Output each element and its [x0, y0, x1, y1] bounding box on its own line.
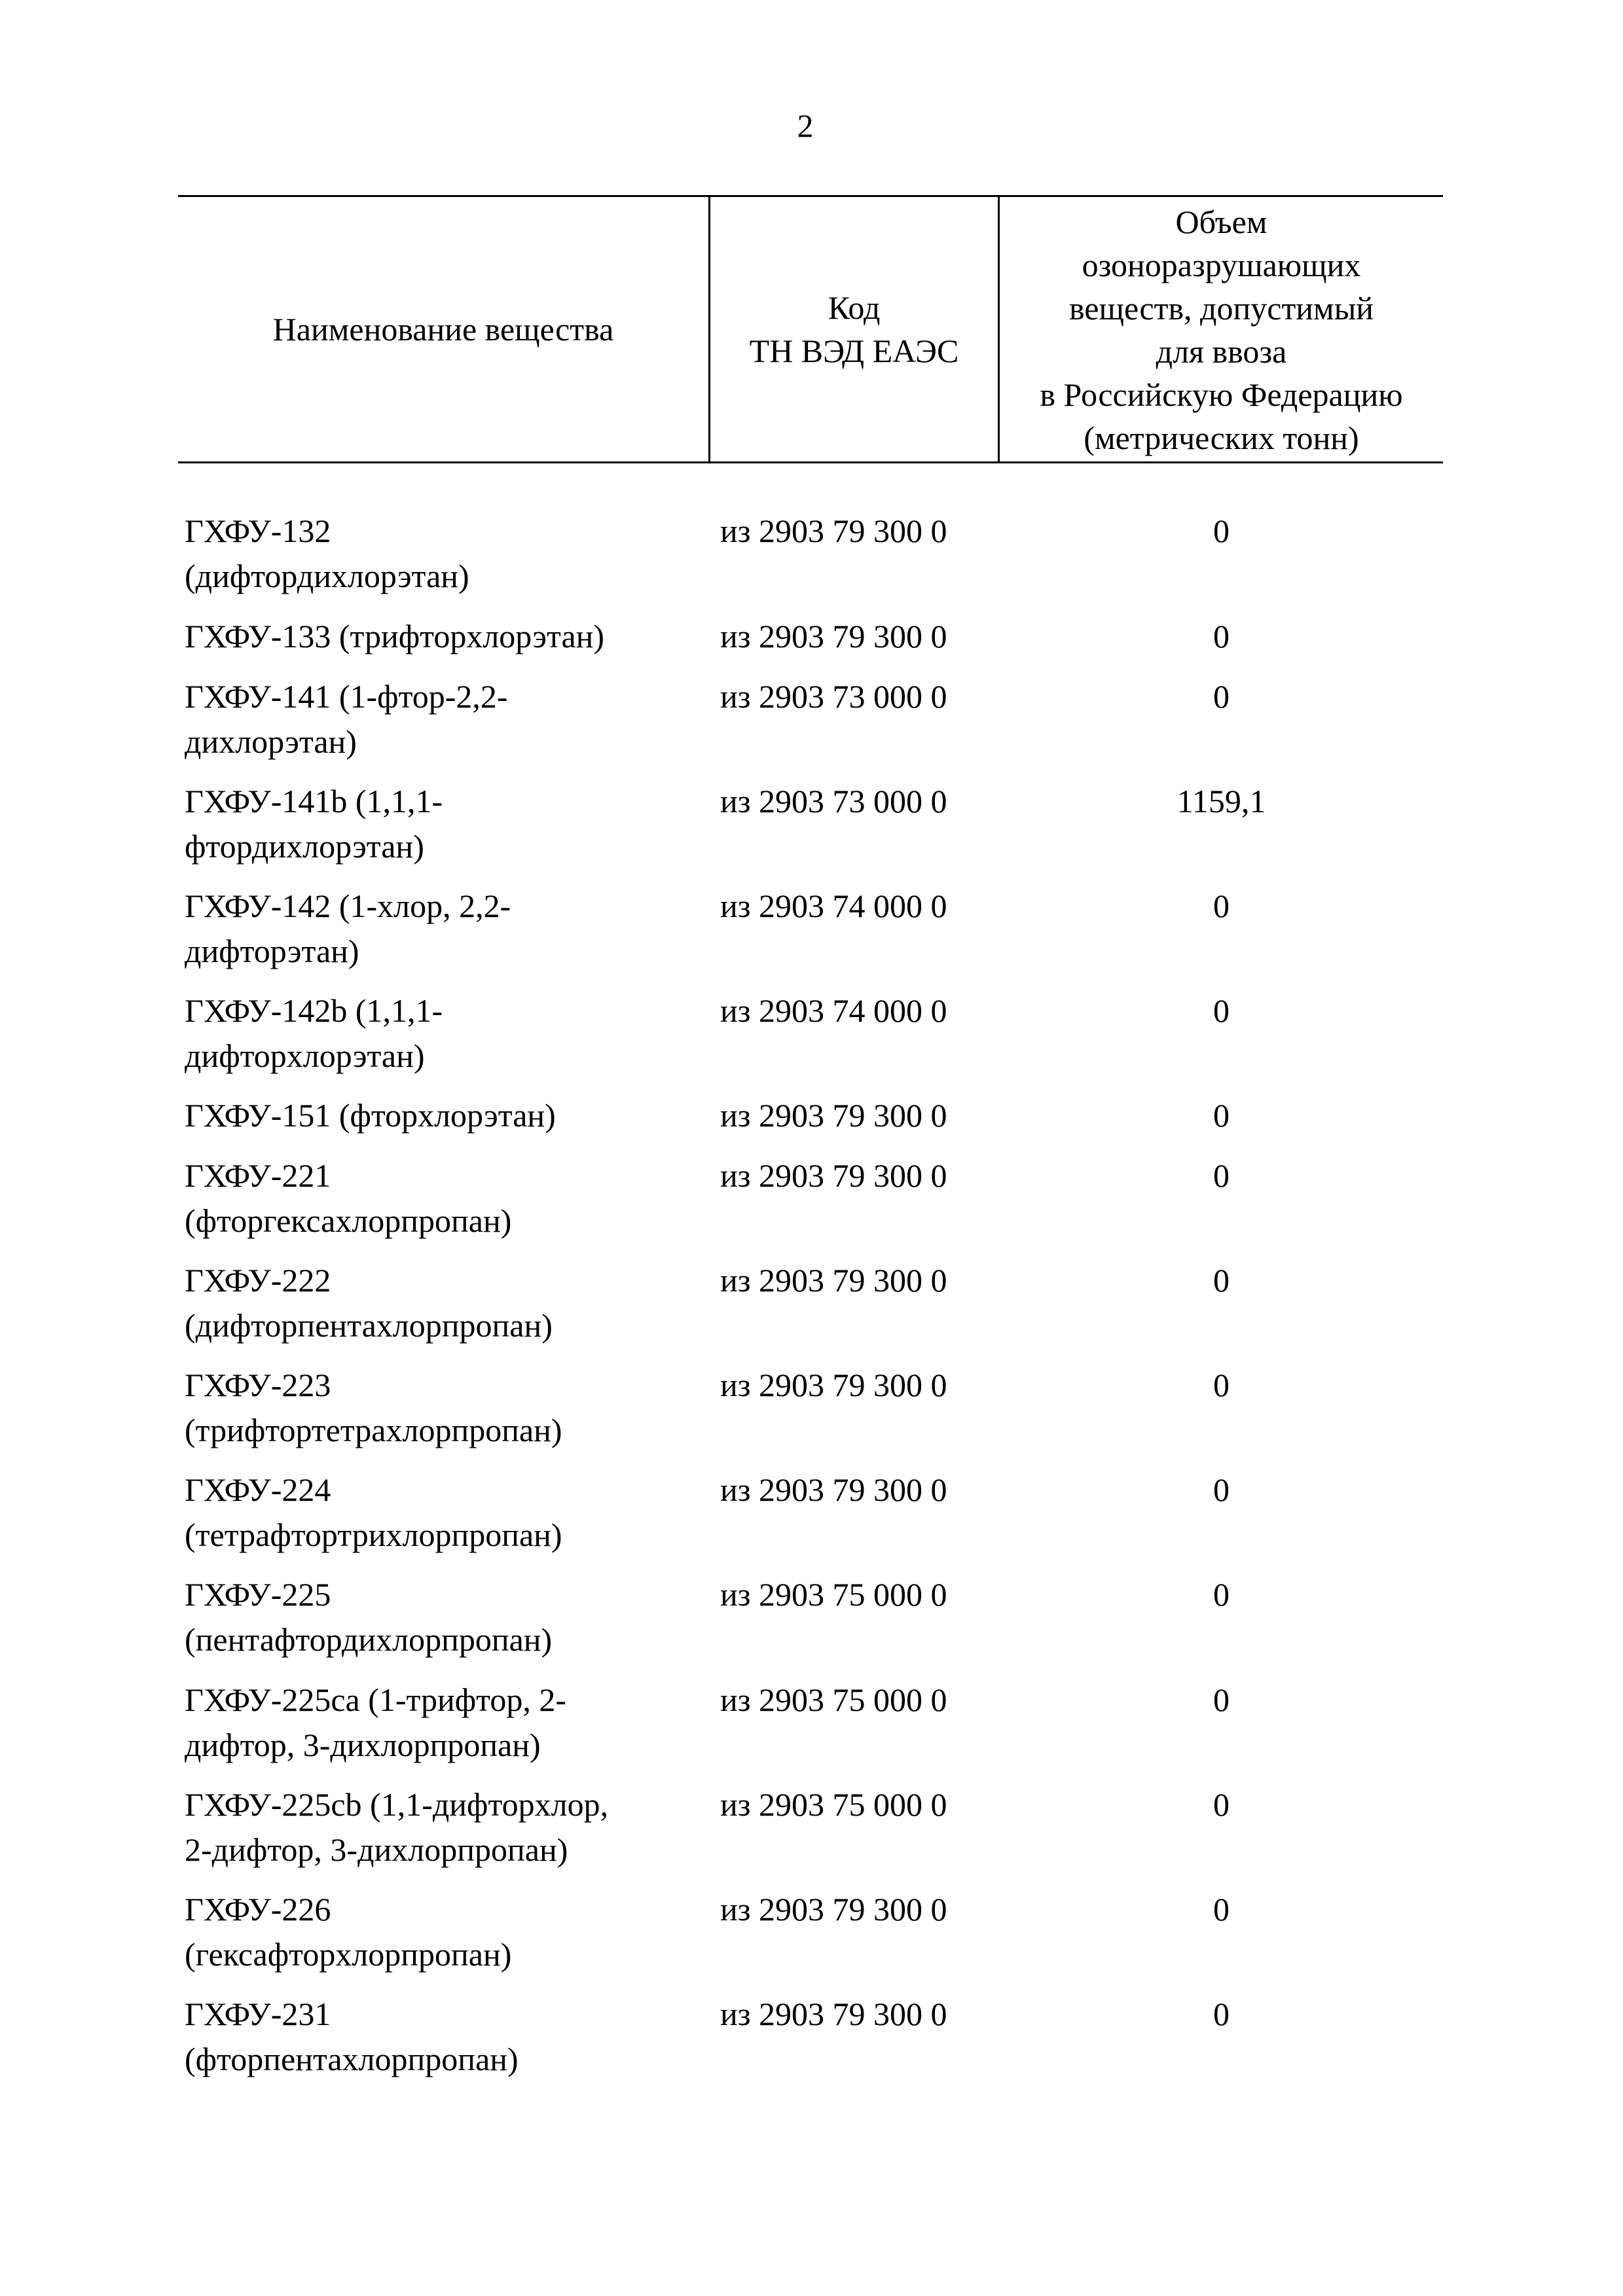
allowed-volume: 0: [1213, 1262, 1230, 1299]
tn-ved-code: из 2903 73 000 0: [720, 783, 947, 819]
tn-ved-code: из 2903 79 300 0: [720, 512, 947, 549]
allowed-volume: 0: [1213, 678, 1230, 715]
column-header-allowed-volume: [1000, 196, 1443, 461]
tn-ved-code: из 2903 79 300 0: [720, 1262, 947, 1299]
tn-ved-code: из 2903 73 000 0: [720, 678, 947, 715]
allowed-volume: 0: [1213, 1996, 1230, 2032]
column-header-substance-name: [178, 196, 708, 461]
substance-name: ГХФУ-222 (дифторпентахлорпропан): [185, 1262, 553, 1344]
allowed-volume: 0: [1213, 1786, 1230, 1823]
substance-name: ГХФУ-142b (1,1,1- дифторхлорэтан): [185, 992, 443, 1074]
allowed-volume: 0: [1213, 1367, 1230, 1403]
tn-ved-code: из 2903 79 300 0: [720, 1471, 947, 1508]
substance-name: ГХФУ-133 (трифторхлорэтан): [185, 618, 605, 655]
substance-name: ГХФУ-225ca (1-трифтор, 2- дифтор, 3-дихлорпропан): [185, 1681, 567, 1763]
allowed-volume: 0: [1213, 1681, 1230, 1718]
substance-name: ГХФУ-225cb (1,1-дифторхлор, 2-дифтор, 3-дихлорпропан): [185, 1786, 609, 1868]
substance-name: ГХФУ-141b (1,1,1- фтордихлорэтан): [185, 783, 443, 865]
substance-name: ГХФУ-225 (пентафтордихлорпропан): [185, 1576, 553, 1658]
substance-name: ГХФУ-231 (фторпентахлорпропан): [185, 1996, 519, 2077]
tn-ved-code: из 2903 75 000 0: [720, 1786, 947, 1823]
tn-ved-code: из 2903 79 300 0: [720, 618, 947, 655]
allowed-volume: 0: [1213, 1891, 1230, 1928]
substance-name: ГХФУ-224 (тетрафтортрихлорпропан): [185, 1471, 562, 1553]
tn-ved-code: из 2903 79 300 0: [720, 1891, 947, 1928]
column-header-allowed-volume-text: Объем озоноразрушающих веществ, допустимый для ввоза в Российскую Федерацию (метрических тонн): [1040, 203, 1403, 456]
allowed-volume: 0: [1213, 1097, 1230, 1134]
substance-name: ГХФУ-223 (трифтортетрахлорпропан): [185, 1367, 562, 1448]
header-bottom-rule: [178, 461, 1443, 463]
tn-ved-code: из 2903 74 000 0: [720, 888, 947, 924]
allowed-volume: 0: [1213, 618, 1230, 655]
page-number: 2: [797, 107, 814, 144]
column-header-substance-name-text: Наименование вещества: [272, 310, 614, 348]
tn-ved-code: из 2903 79 300 0: [720, 1367, 947, 1403]
tn-ved-code: из 2903 74 000 0: [720, 992, 947, 1029]
substance-name: ГХФУ-141 (1-фтор-2,2- дихлорэтан): [185, 678, 508, 760]
substance-name: ГХФУ-151 (фторхлорэтан): [185, 1097, 556, 1134]
substance-name: ГХФУ-226 (гексафторхлорпропан): [185, 1891, 512, 1973]
substance-name: ГХФУ-132 (дифтордихлорэтан): [185, 512, 469, 594]
tn-ved-code: из 2903 79 300 0: [720, 1996, 947, 2032]
column-header-tn-ved-code-text: Код ТН ВЭД ЕАЭС: [749, 289, 959, 369]
allowed-volume: 0: [1213, 1576, 1230, 1613]
tn-ved-code: из 2903 79 300 0: [720, 1157, 947, 1194]
allowed-volume: 0: [1213, 1471, 1230, 1508]
column-header-tn-ved-code: [710, 196, 998, 461]
substance-name: ГХФУ-142 (1-хлор, 2,2- дифторэтан): [185, 888, 511, 969]
allowed-volume: 0: [1213, 512, 1230, 549]
tn-ved-code: из 2903 75 000 0: [720, 1576, 947, 1613]
tn-ved-code: из 2903 79 300 0: [720, 1097, 947, 1134]
allowed-volume: 0: [1213, 992, 1230, 1029]
allowed-volume: 0: [1213, 1157, 1230, 1194]
allowed-volume: 1159,1: [1176, 783, 1266, 819]
substance-name: ГХФУ-221 (фторгексахлорпропан): [185, 1157, 512, 1239]
allowed-volume: 0: [1213, 888, 1230, 924]
tn-ved-code: из 2903 75 000 0: [720, 1681, 947, 1718]
